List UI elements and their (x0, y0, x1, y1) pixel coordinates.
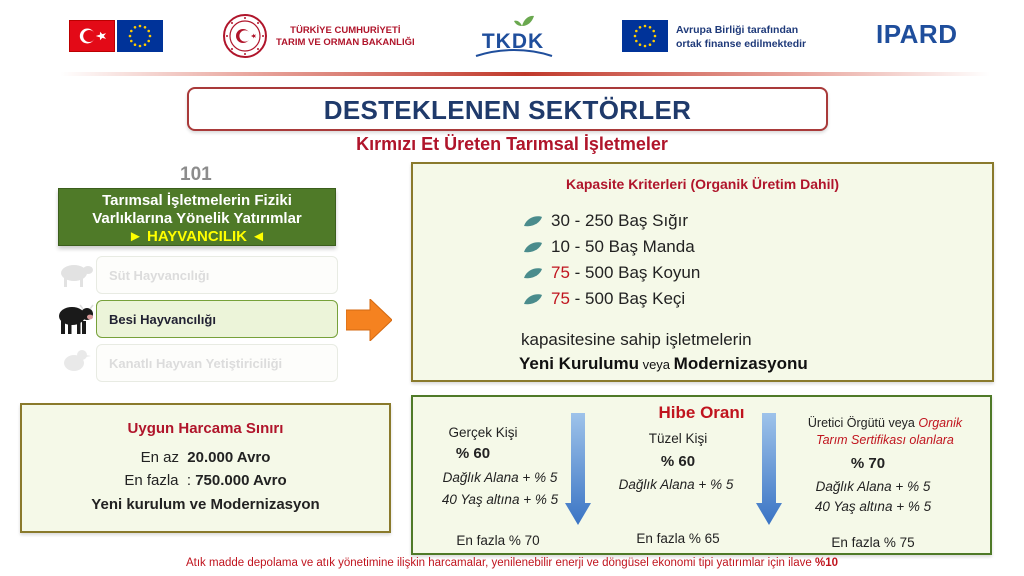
spending-title: Uygun Harcama Sınırı (127, 420, 284, 437)
grant-col2-max: En fazla % 65 (636, 531, 720, 546)
capacity-item-text: - 500 Baş Koyun (569, 263, 701, 282)
ministry-line-2: TARIM VE ORMAN BAKANLIĞI (276, 37, 415, 48)
grant-col1-extra1: Dağlık Alana + % 5 (442, 470, 558, 485)
ipard-logo: IPARD (876, 19, 958, 49)
grant-col1-extra2: 40 Yaş altına + % 5 (441, 492, 559, 507)
cattle-icon (56, 258, 94, 288)
capacity-or: veya (638, 357, 674, 372)
grant-col3-extra2: 40 Yaş altına + % 5 (814, 499, 932, 514)
list-item (523, 260, 700, 286)
capacity-list (523, 208, 700, 312)
chicken-icon (56, 346, 94, 376)
eu-flag-icon (622, 20, 668, 52)
capacity-item-text: 10 - 50 Baş Manda (551, 237, 695, 256)
measure-heading-line-2: Varlıklarına Yönelik Yatırımlar (92, 210, 302, 227)
spending-limit-box (20, 403, 391, 533)
footer-text: Atık madde depolama ve atık yönetimine ilişkin harcamalar, yenilenebilir enerji ve döngüsel ekonomi tipi yatırımlar için ilave (186, 557, 815, 569)
leaf-bullet-icon (523, 215, 543, 227)
capacity-item-prefix: 75 (551, 263, 570, 282)
measure-heading-line-3: ► HAYVANCILIK ◄ (127, 228, 267, 245)
sector-fattening-label: Besi Hayvancılığı (109, 312, 216, 327)
measure-heading (58, 188, 336, 246)
page-subtitle: Kırmızı Et Üreten Tarımsal İşletmeler (356, 134, 668, 154)
measure-heading-line-1: Tarımsal İşletmelerin Fiziki (102, 192, 292, 209)
grant-col2-extra1: Dağlık Alana + % 5 (618, 477, 734, 492)
capacity-modernization: Modernizasyonu (673, 354, 808, 373)
bull-icon (56, 300, 94, 330)
sector-dairy[interactable] (96, 256, 338, 294)
capacity-line-2 (519, 354, 808, 374)
down-arrow-icon (756, 413, 782, 525)
header-divider (60, 72, 990, 76)
sector-fattening[interactable] (96, 300, 338, 338)
list-item (523, 286, 700, 312)
spending-max-value: 750.000 Avro (195, 472, 287, 489)
list-item (523, 234, 700, 260)
capacity-line-1: kapasitesine sahip işletmelerin (521, 330, 752, 349)
grant-col1-label: Gerçek Kişi (448, 425, 518, 440)
spending-min (22, 449, 389, 466)
sector-poultry[interactable] (96, 344, 338, 382)
down-arrow-icon (565, 413, 591, 525)
tkdk-logo (470, 12, 556, 62)
sector-poultry-label: Kanatlı Hayvan Yetiştiriciliği (109, 356, 283, 371)
spending-max-label: En fazla : (124, 472, 196, 489)
grant-col2-label: Tüzel Kişi (648, 431, 708, 446)
page-title: DESTEKLENEN SEKTÖRLER (323, 95, 692, 125)
ministry-seal-icon (222, 13, 268, 59)
leaf-bullet-icon (523, 293, 543, 305)
capacity-item-text: 30 - 250 Baş Sığır (551, 211, 689, 230)
footer-bonus: %10 (814, 557, 838, 569)
sector-dairy-label: Süt Hayvancılığı (109, 268, 210, 283)
spending-note: Yeni kurulum ve Modernizasyon (91, 496, 320, 513)
eu-funded-line-2: ortak finanse edilmektedir (676, 38, 807, 50)
grant-col2-rate: % 60 (660, 453, 696, 470)
leaf-bullet-icon (523, 241, 543, 253)
title-box (187, 87, 828, 131)
footer-note (0, 557, 1024, 569)
capacity-item-prefix: 75 (551, 289, 570, 308)
capacity-new-setup: Yeni Kurulumu (519, 354, 639, 373)
capacity-item-text: - 500 Baş Keçi (569, 289, 686, 308)
ministry-line-1: TÜRKİYE CUMHURİYETİ (290, 25, 401, 36)
orange-arrow-icon (346, 299, 392, 341)
capacity-criteria-box (411, 162, 994, 382)
grant-col3-label-a: Üretici Örgütü veya (807, 416, 919, 430)
eu-flag-icon (117, 20, 163, 52)
grant-col1-rate: % 60 (455, 445, 491, 462)
grant-col3-label-b: Organik (918, 416, 963, 430)
grant-col3-label-line2 (785, 433, 985, 447)
turkey-flag-icon (69, 20, 115, 52)
eu-funded-text (676, 23, 806, 51)
list-item (523, 208, 700, 234)
grant-col3-extra1: Dağlık Alana + % 5 (815, 479, 931, 494)
spending-max (22, 472, 389, 489)
leaf-bullet-icon (523, 267, 543, 279)
measure-code: 101 (180, 164, 212, 185)
grant-col3-label (785, 416, 985, 430)
spending-min-label: En az (140, 449, 188, 466)
capacity-title: Kapasite Kriterleri (Organik Üretim Dahil) (565, 176, 840, 192)
grant-col1-max: En fazla % 70 (456, 533, 540, 548)
tkdk-text: TKDK (481, 30, 545, 53)
grant-title: Hibe Oranı (658, 403, 745, 422)
spending-min-value: 20.000 Avro (187, 449, 271, 466)
grant-rate-box (411, 395, 992, 555)
grant-col3-label-c: Tarım Sertifikası olanlara (816, 433, 954, 447)
eu-funded-line-1: Avrupa Birliği tarafından (676, 24, 799, 36)
grant-col3-rate: % 70 (850, 455, 886, 472)
ministry-name (276, 25, 415, 49)
grant-col3-max: En fazla % 75 (831, 535, 915, 550)
